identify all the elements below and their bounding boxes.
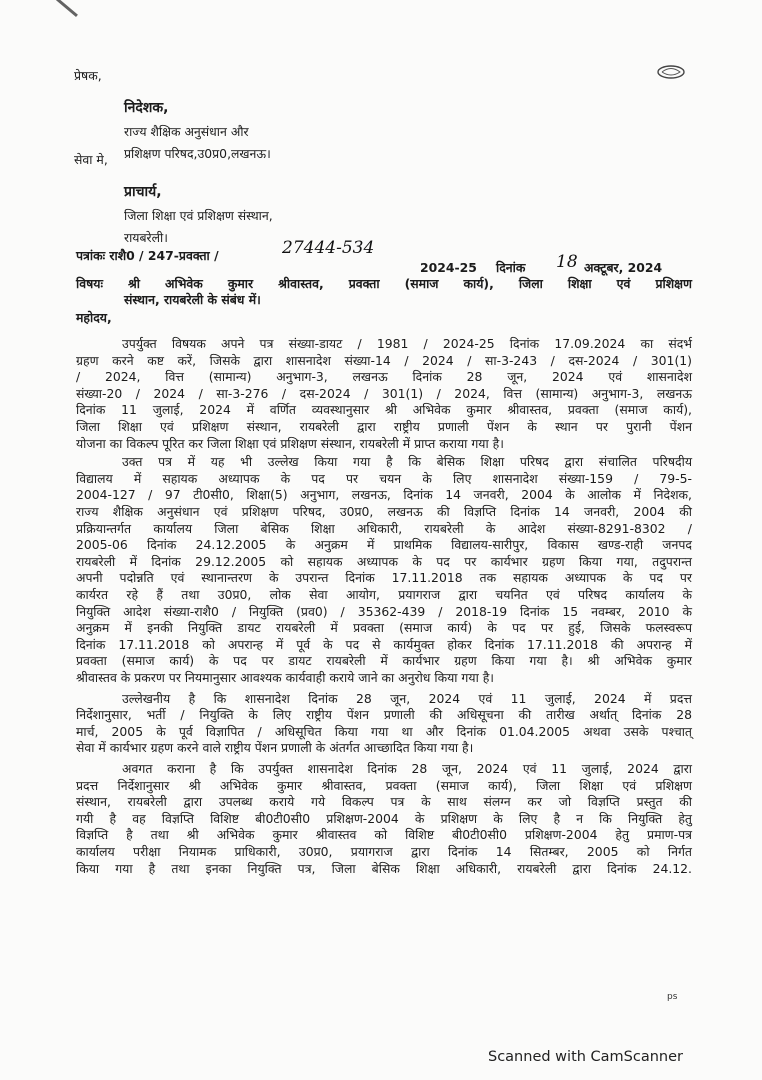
date-month-year: अक्टूबर, 2024 <box>584 260 663 275</box>
recipient-org-line-2: रायबरेली। <box>124 230 168 245</box>
to-label: सेवा मे, <box>74 152 108 167</box>
body-line: नियुक्ति आदेश संख्या-राशै0 / नियुक्ति (प्रव0) / 35362-439 / 2018-19 दिनांक 15 नवम्बर, 2010 के <box>76 603 692 619</box>
body-line: योजना का विकल्प पूरित कर जिला शिक्षा एवं प्रशिक्षण संस्थान, रायबरेली में प्राप्त कराया गया है। <box>76 435 504 451</box>
date-label: दिनांक <box>496 260 526 275</box>
body-line: अनुक्रम में इनकी नियुक्ति डायट रायबरेली में प्रवक्ता (समाज कार्य) के पद पर हुई, जिसके फलस्वरूप <box>76 620 692 636</box>
recipient-title: प्राचार्य, <box>124 184 162 200</box>
body-line: ग्रहण करने कष्ट करें, जिसके द्वारा शासनादेश संख्या-14 / 2024 / सा-3-243 / दस-2024 / 301(1) <box>76 352 692 368</box>
body-line: कार्यरत रहे हैं तथा उ0प्र0, लोक सेवा आयोग, प्रयागराज द्वारा चयनित एवं परिषद कार्यालय के <box>76 587 692 602</box>
sender-title: निदेशक, <box>124 100 169 116</box>
body-line: प्रक्रियान्तर्गत कार्यालय जिला बेसिक शिक्षा अधिकारी, रायबरेली के आदेश संख्या-8291-8302 / <box>76 520 692 536</box>
body-line: सेवा में कार्यभार ग्रहण करने वाले राष्ट्रीय पेंशन प्रणाली के अंतर्गत आच्छादित किया गया है। <box>76 740 474 756</box>
body-line: किया गया है तथा इनका नियुक्ति पत्र, जिला बेसिक शिक्षा अधिकारी, रायबरेली द्वारा दिनांक 24.12. <box>76 860 692 876</box>
recipient-org-line-1: जिला शिक्षा एवं प्रशिक्षण संस्थान, <box>124 208 273 223</box>
sender-org-line-2: प्रशिक्षण परिषद,उ0प्र0,लखनऊ। <box>124 146 271 161</box>
body-line: 2005-06 दिनांक 24.12.2005 के अनुक्रम में प्राथमिक विद्यालय-सारीपुर, विकास खण्ड-राही जनपद <box>76 537 692 553</box>
scanner-watermark: Scanned with CamScanner <box>488 1049 684 1065</box>
body-line: उल्लेखनीय है कि शासनादेश दिनांक 28 जून, 2024 एवं 11 जुलाई, 2024 में प्रदत्त <box>122 690 692 706</box>
page-marker: ps <box>667 992 678 1002</box>
body-line: निर्देशानुसार, भर्ती / नियुक्ति के लिए राष्ट्रीय पेंशन प्रणाली की अधिसूचना की तारीख अर्थात् दिनांक 28 <box>76 707 692 723</box>
body-line: दिनांक 17.11.2018 को अपरान्ह में पूर्व के पद से कार्यमुक्त होकर दिनांक 17.11.2018 की अपरान्ह में <box>76 636 692 652</box>
handwritten-letter-number: 27444-534 <box>282 238 375 258</box>
body-line: कार्यालय परीक्षा नियामक प्राधिकारी, उ0प्र0, प्रयागराज द्वारा दिनांक 14 सितम्बर, 2005 को निर्गत <box>76 844 692 859</box>
body-line: उक्त पत्र में यह भी उल्लेख किया गया है कि बेसिक शिक्षा परिषद द्वारा संचालित परिषदीय <box>122 454 692 470</box>
body-line: अवगत कराना है कि उपर्युक्त शासनादेश दिनांक 28 जून, 2024 एवं 11 जुलाई, 2024 द्वारा <box>122 761 692 776</box>
body-line: विज्ञप्ति है तथा श्री अभिवेक कुमार श्रीवास्तव को विशिष्ट बी0टी0सी0 प्रशिक्षण-2004 हेतु प्रमाण-पत्र <box>76 827 692 843</box>
body-line: राज्य शैक्षिक अनुसंधान एवं प्रशिक्षण परिषद, उ0प्र0, लखनऊ की विज्ञप्ति दिनांक 14 जनवरी, 2004 की <box>76 504 692 519</box>
body-line: रायबरेली में दिनांक 29.12.2005 को सहायक अध्यापक के पद पर कार्यभार ग्रहण किया गया, तदुपरान्त <box>76 553 692 569</box>
body-line: प्रदत्त निर्देशानुसार श्री अभिवेक कुमार श्रीवास्तव, प्रवक्ता (समाज कार्य), जिला शिक्षा एवं प्रशिक्षण <box>76 777 692 793</box>
body-line: जिला शिक्षा एवं प्रशिक्षण संस्थान, रायबरेली द्वारा राष्ट्रीय प्रणाली पेंशन के स्थान पर पुरानी पेंशन <box>76 419 692 434</box>
scan-corner-mark <box>56 0 78 17</box>
body-line: श्रीवास्तव के प्रकरण पर नियमानुसार आवश्यक कार्यवाही कराये जाने का अनुरोध किया गया है। <box>76 670 495 685</box>
body-line: मार्च, 2005 के पूर्व विज्ञापित / अधिसूचित किया गया था और दिनांक 01.04.2005 अथवा उसके पश्चात् <box>76 723 692 739</box>
reference-label: पत्रांकः राशै0 / 247-प्रवक्ता / <box>76 248 219 263</box>
sender-org-line-1: राज्य शैक्षिक अनुसंधान और <box>124 124 249 139</box>
reference-year: 2024-25 <box>420 260 477 275</box>
body-line: संख्या-20 / 2024 / सा-3-276 / दस-2024 / 301(1) / 2024, वित्त (सामान्य) अनुभाग-3, लखनऊ <box>76 385 692 401</box>
salutation: महोदय, <box>76 310 112 325</box>
emblem-icon <box>656 64 686 80</box>
handwritten-date-day: 18 <box>556 252 578 272</box>
body-line: दिनांक 11 जुलाई, 2024 में वर्णित व्यवस्थानुसार श्री अभिवेक कुमार श्रीवास्तव, प्रवक्ता (समाज कार्य), <box>76 402 692 418</box>
body-line: विद्यालय में सहायक अध्यापक के पद पर चयन के लिए शासनादेश संख्या-159 / 79-5- <box>76 470 692 486</box>
body-line: प्रवक्ता (समाज कार्य) के पद पर डायट रायबरेली में कार्यभार ग्रहण किया गया है। श्री अभिवेक कुमार <box>76 653 692 669</box>
body-line: / 2024, वित्त (सामान्य) अनुभाग-3, लखनऊ दिनांक 28 जून, 2024 एवं शासनादेश <box>76 369 692 385</box>
body-line: संस्थान, रायबरेली द्वारा उपलब्ध कराये गये विकल्प पत्र के साथ संलग्न कर जो विज्ञप्ति प्रस्तुत की <box>76 794 692 810</box>
subject-line-2: संस्थान, रायबरेली के संबंध में। <box>124 292 261 307</box>
body-line: उपर्युक्त विषयक अपने पत्र संख्या-डायट / 1981 / 2024-25 दिनांक 17.09.2024 का संदर्भ <box>122 336 692 351</box>
body-line: अपनी पदोन्नति एवं स्थानान्तरण के उपरान्त दिनांक 17.11.2018 तक सहायक अध्यापक के पद पर <box>76 570 692 586</box>
sender-label: प्रेषक, <box>74 68 102 83</box>
subject-line-1: विषयः श्री अभिवेक कुमार श्रीवास्तव, प्रवक्ता (समाज कार्य), जिला शिक्षा एवं प्रशिक्षण <box>76 276 692 291</box>
body-line: 2004-127 / 97 टी0सी0, शिक्षा(5) अनुभाग, लखनऊ, दिनांक 14 जनवरी, 2004 के आलोक में निदेशक, <box>76 487 692 503</box>
body-line: गयी है वह विज्ञप्ति विशिष्ट बी0टी0सी0 प्रशिक्षण-2004 के प्रशिक्षण के लिए है न कि नियुक्ति हेतु <box>76 810 692 826</box>
